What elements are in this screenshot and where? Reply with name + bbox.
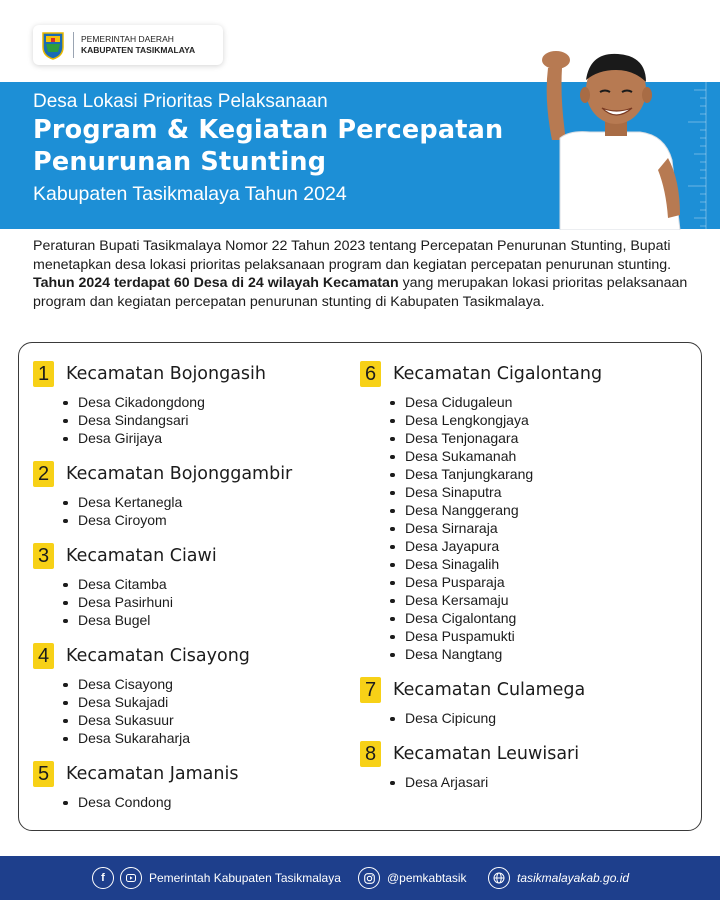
district-block [33, 461, 353, 529]
banner-pre-title: Desa Lokasi Prioritas Pelaksanaan [33, 91, 328, 112]
intro-text: Peraturan Bupati Tasikmalaya Nomor 22 Tahun 2023 tentang Percepatan Penurunan Stunting, Bupati menetapkan desa lokasi prioritas pelaksanaan program dan kegiatan percepatan penurunan stunting. [33, 238, 672, 273]
district-block [360, 361, 690, 663]
regency-crest-icon [41, 30, 65, 60]
village-list [360, 393, 690, 663]
district-header [33, 543, 353, 569]
village-item: Desa Nangtang [390, 645, 690, 663]
globe-icon [488, 867, 510, 889]
village-item: Desa Puspamukti [390, 627, 690, 645]
district-name: Kecamatan Bojongasih [66, 364, 267, 384]
village-item: Desa Kersamaju [390, 591, 690, 609]
village-item: Desa Jayapura [390, 537, 690, 555]
village-item: Desa Cidugaleun [390, 393, 690, 411]
district-header [33, 761, 353, 787]
village-item: Desa Sinagalih [390, 555, 690, 573]
intro-highlight: Tahun 2024 terdapat 60 Desa di 24 wilayah Kecamatan [33, 275, 399, 291]
district-name: Kecamatan Leuwisari [393, 744, 580, 764]
village-item: Desa Citamba [63, 575, 353, 593]
district-list-card [18, 342, 702, 831]
district-name: Kecamatan Cigalontang [393, 364, 603, 384]
district-block [33, 761, 353, 811]
child-measuring-height-illustration [530, 40, 700, 230]
village-item: Desa Tenjonagara [390, 429, 690, 447]
village-item: Desa Condong [63, 793, 353, 811]
district-column-left [33, 361, 353, 825]
district-number-badge: 8 [360, 741, 381, 767]
village-item: Desa Tanjungkarang [390, 465, 690, 483]
village-item: Desa Sukamanah [390, 447, 690, 465]
intro-paragraph [33, 237, 693, 311]
banner-title-line-2: Penurunan Stunting [33, 147, 327, 177]
banner-title-line-1: Program & Kegiatan Percepatan [33, 115, 504, 145]
village-item: Desa Cikadongdong [63, 393, 353, 411]
village-list [360, 709, 690, 727]
logo-divider [73, 32, 74, 58]
district-block [33, 543, 353, 629]
district-name: Kecamatan Bojonggambir [66, 464, 293, 484]
village-list [33, 575, 353, 629]
district-name: Kecamatan Culamega [393, 680, 586, 700]
district-header [33, 361, 353, 387]
intro-text-tail: yang merupakan lokasi prioritas pelaksanaan program dan kegiatan percepatan penurunan stunting di Kabupaten Tasikmalaya. [33, 275, 688, 310]
district-header [360, 361, 690, 387]
district-number-badge: 4 [33, 643, 54, 669]
village-list [33, 793, 353, 811]
village-item: Desa Cigalontang [390, 609, 690, 627]
village-item: Desa Cisayong [63, 675, 353, 693]
footer-website-url[interactable]: tasikmalayakab.go.id [517, 871, 630, 885]
district-header [360, 741, 690, 767]
district-number-badge: 7 [360, 677, 381, 703]
village-list [33, 393, 353, 447]
facebook-icon[interactable]: f [92, 867, 114, 889]
org-line-2: KABUPATEN TASIKMALAYA [81, 45, 196, 55]
banner-text [33, 90, 503, 208]
village-item: Desa Arjasari [390, 773, 690, 791]
footer-channels [92, 867, 341, 889]
youtube-icon[interactable] [120, 867, 142, 889]
footer-bar [0, 856, 720, 900]
village-item: Desa Bugel [63, 611, 353, 629]
district-number-badge: 1 [33, 361, 54, 387]
district-block [360, 741, 690, 791]
footer-instagram-handle[interactable]: @pemkabtasik [387, 871, 467, 885]
district-name: Kecamatan Cisayong [66, 646, 250, 666]
village-list [33, 675, 353, 747]
district-number-badge: 2 [33, 461, 54, 487]
district-header [33, 461, 353, 487]
village-item: Desa Sukasuur [63, 711, 353, 729]
district-header [33, 643, 353, 669]
instagram-icon [358, 867, 380, 889]
village-list [360, 773, 690, 791]
banner-subtitle: Kabupaten Tasikmalaya Tahun 2024 [33, 183, 347, 205]
village-item: Desa Sindangsari [63, 411, 353, 429]
district-column-right [360, 361, 690, 805]
org-line-1: PEMERINTAH DAERAH [81, 34, 174, 44]
footer-channel-name[interactable]: Pemerintah Kabupaten Tasikmalaya [149, 871, 341, 885]
village-item: Desa Sukajadi [63, 693, 353, 711]
district-number-badge: 5 [33, 761, 54, 787]
village-item: Desa Cipicung [390, 709, 690, 727]
footer-instagram[interactable] [358, 867, 467, 889]
village-item: Desa Pasirhuni [63, 593, 353, 611]
district-block [33, 361, 353, 447]
village-item: Desa Nanggerang [390, 501, 690, 519]
village-item: Desa Sirnaraja [390, 519, 690, 537]
district-block [360, 677, 690, 727]
village-item: Desa Girijaya [63, 429, 353, 447]
district-name: Kecamatan Jamanis [66, 764, 239, 784]
village-item: Desa Ciroyom [63, 511, 353, 529]
village-item: Desa Sukaraharja [63, 729, 353, 747]
district-header [360, 677, 690, 703]
district-number-badge: 6 [360, 361, 381, 387]
district-number-badge: 3 [33, 543, 54, 569]
footer-website[interactable] [488, 867, 629, 889]
village-item: Desa Sinaputra [390, 483, 690, 501]
village-list [33, 493, 353, 529]
village-item: Desa Lengkongjaya [390, 411, 690, 429]
village-item: Desa Pusparaja [390, 573, 690, 591]
district-block [33, 643, 353, 747]
logo-text [81, 34, 195, 56]
district-name: Kecamatan Ciawi [66, 546, 217, 566]
government-logo-badge [33, 25, 223, 65]
village-item: Desa Kertanegla [63, 493, 353, 511]
